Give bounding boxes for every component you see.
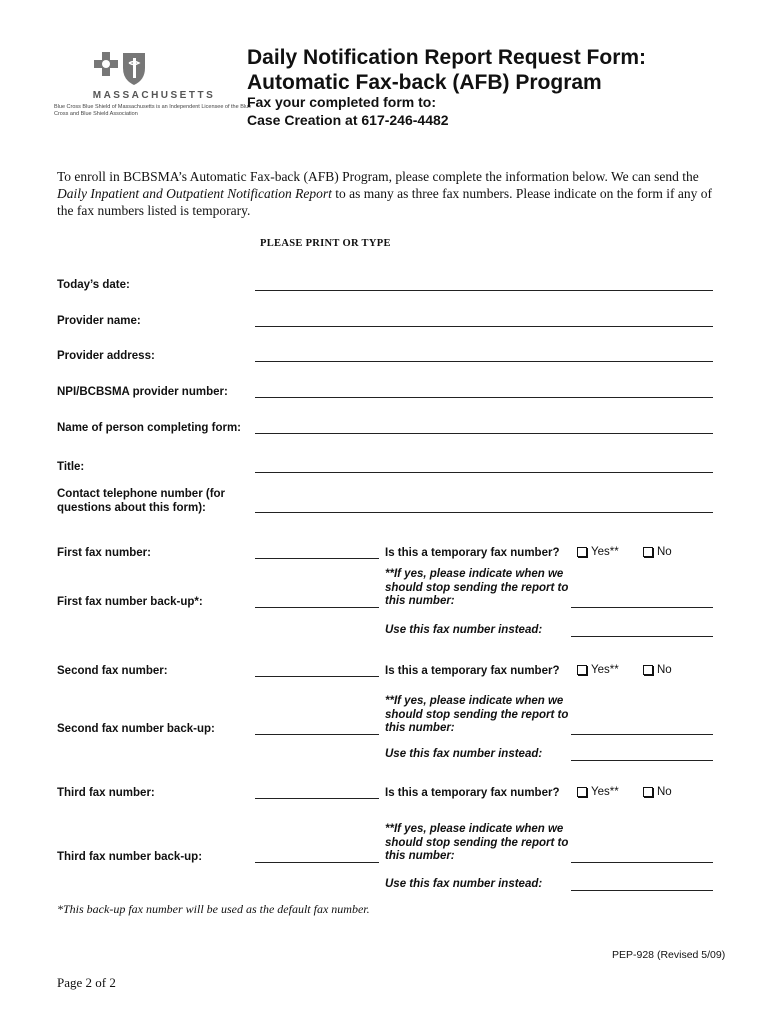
page-number: Page 2 of 2 (57, 975, 116, 990)
second-yes-checkbox[interactable] (577, 663, 619, 677)
form-title (247, 45, 747, 95)
contact-phone-field[interactable] (255, 512, 713, 513)
third-stop-note: **If yes, please indicate when we should stop sending the report to this number: (385, 823, 569, 862)
no-label: No (657, 546, 672, 558)
backup-footnote: *This back-up fax number will be used as the default fax number. (57, 902, 370, 916)
logo-disclaimer: Blue Cross Blue Shield of Massachusetts is an Independent Licensee of the Blue Cross and Blue Shield Association (54, 104, 252, 117)
first-stop-note: **If yes, please indicate when we should stop sending the report to this number: (385, 568, 569, 607)
yes-label: Yes** (591, 664, 619, 676)
provider-address-label: Provider address: (57, 350, 155, 362)
first-temp-question: Is this a temporary fax number? (385, 547, 560, 559)
second-fax-field[interactable] (255, 676, 379, 677)
bcbs-cross-shield-icon (90, 50, 150, 88)
third-fax-label: Third fax number: (57, 787, 155, 799)
todays-date-field[interactable] (255, 290, 713, 291)
third-stop-date-field[interactable] (571, 862, 713, 863)
second-instead-field[interactable] (571, 760, 713, 761)
no-label: No (657, 786, 672, 798)
yes-label: Yes** (591, 786, 619, 798)
first-instead-field[interactable] (571, 636, 713, 637)
provider-address-field[interactable] (255, 361, 713, 362)
checkbox-icon (643, 547, 653, 557)
first-fax-label: First fax number: (57, 547, 151, 559)
second-backup-label: Second fax number back-up: (57, 723, 215, 735)
intro-report-name: Daily Inpatient and Outpatient Notification Report (57, 186, 332, 201)
provider-name-label: Provider name: (57, 315, 141, 327)
person-name-label: Name of person completing form: (57, 422, 242, 434)
first-stop-date-field[interactable] (571, 607, 713, 608)
third-instead-field[interactable] (571, 890, 713, 891)
checkbox-icon (643, 787, 653, 797)
checkbox-icon (577, 787, 587, 797)
third-no-checkbox[interactable] (643, 785, 672, 799)
intro-part-1: To enroll in BCBSMA’s Automatic Fax-back (AFB) Program, please complete the information below. We can send the (57, 169, 699, 184)
second-stop-note: **If yes, please indicate when we should stop sending the report to this number: (385, 695, 569, 734)
first-backup-field[interactable] (255, 607, 379, 608)
contact-phone-label: Contact telephone number (for questions about this form): (57, 488, 226, 514)
provider-number-label: NPI/BCBSMA provider number: (57, 386, 228, 398)
provider-number-field[interactable] (255, 397, 713, 398)
no-label: No (657, 664, 672, 676)
person-name-field[interactable] (255, 433, 713, 434)
first-instead-label: Use this fax number instead: (385, 624, 543, 636)
third-yes-checkbox[interactable] (577, 785, 619, 799)
first-backup-label: First fax number back-up*: (57, 596, 203, 608)
second-no-checkbox[interactable] (643, 663, 672, 677)
provider-name-field[interactable] (255, 326, 713, 327)
title-line-1: Daily Notification Report Request Form: (247, 46, 647, 69)
checkbox-icon (577, 665, 587, 675)
checkbox-icon (643, 665, 653, 675)
title-label: Title: (57, 461, 85, 473)
fax-line-1: Fax your completed form to: (247, 94, 437, 110)
fax-instruction (247, 93, 747, 129)
todays-date-label: Today’s date: (57, 279, 130, 291)
title-line-2: Automatic Fax-back (AFB) Program (247, 71, 602, 94)
form-id: PEP-928 (Revised 5/09) (612, 949, 726, 961)
second-instead-label: Use this fax number instead: (385, 748, 543, 760)
first-yes-checkbox[interactable] (577, 545, 619, 559)
title-field[interactable] (255, 472, 713, 473)
intro-part-2: to as many as three fax numbers. Please indicate on the form if any of the fax numbers listed is temporary. (57, 186, 712, 218)
checkbox-icon (577, 547, 587, 557)
third-instead-label: Use this fax number instead: (385, 878, 543, 890)
first-no-checkbox[interactable] (643, 545, 672, 559)
print-instruction: PLEASE PRINT OR TYPE (260, 238, 391, 249)
first-fax-field[interactable] (255, 558, 379, 559)
second-backup-field[interactable] (255, 734, 379, 735)
third-backup-field[interactable] (255, 862, 379, 863)
third-temp-question: Is this a temporary fax number? (385, 787, 560, 799)
fax-line-2: Case Creation at 617-246-4482 (247, 112, 449, 128)
intro-paragraph (57, 168, 717, 219)
second-stop-date-field[interactable] (571, 734, 713, 735)
yes-label: Yes** (591, 546, 619, 558)
logo-org-name: MASSACHUSETTS (92, 90, 216, 101)
second-temp-question: Is this a temporary fax number? (385, 665, 560, 677)
second-fax-label: Second fax number: (57, 665, 168, 677)
third-backup-label: Third fax number back-up: (57, 851, 203, 863)
third-fax-field[interactable] (255, 798, 379, 799)
logo (54, 50, 252, 130)
